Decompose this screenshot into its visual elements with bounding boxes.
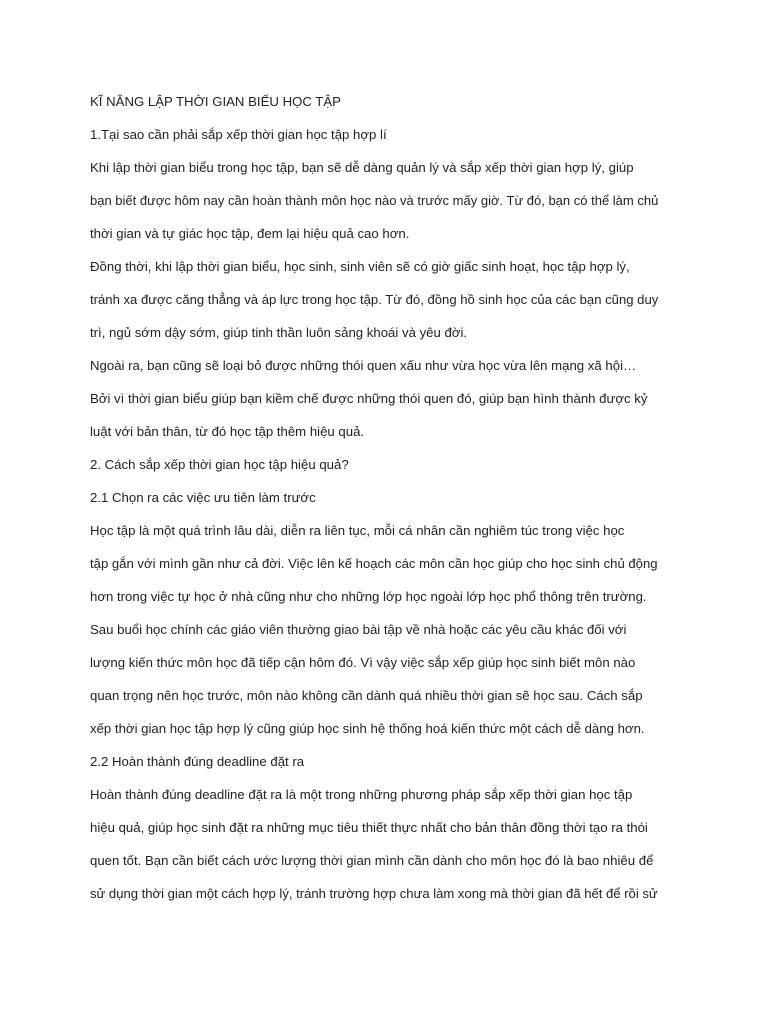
body-text-line: Bởi vì thời gian biểu giúp bạn kiềm chế được những thói quen đó, giúp bạn hình thành được kỷ: [90, 391, 648, 406]
section-heading-2: 2. Cách sắp xếp thời gian học tập hiệu quả?: [90, 457, 349, 472]
body-text-line: sử dụng thời gian một cách hợp lý, tránh trường hợp chưa làm xong mà thời gian đã hết để rồi sử: [90, 886, 658, 901]
body-text-line: quan trọng nên học trước, môn nào không cần dành quá nhiều thời gian sẽ học sau. Cách sắp: [90, 688, 643, 703]
subsection-heading-2-1: 2.1 Chọn ra các việc ưu tiên làm trước: [90, 490, 316, 505]
section-heading-1: 1.Tại sao cần phải sắp xếp thời gian học tập hợp lí: [90, 127, 387, 142]
body-text-line: bạn biết được hôm nay cần hoàn thành môn học nào và trước mấy giờ. Từ đó, bạn có thể làm chủ: [90, 193, 659, 208]
body-text-line: luật với bản thân, từ đó học tập thêm hiệu quả.: [90, 424, 365, 439]
body-text-line: tránh xa được căng thẳng và áp lực trong học tập. Từ đó, đồng hồ sinh học của các bạn cũng duy: [90, 292, 659, 307]
body-text-line: hơn trong việc tự học ở nhà cũng như cho những lớp học ngoài lớp học phổ thông trên trường.: [90, 589, 647, 604]
body-text-line: lượng kiến thức môn học đã tiếp cận hôm đó. Vì vậy việc sắp xếp giúp học sinh biết môn nào: [90, 655, 636, 670]
body-text-line: quen tốt. Bạn cần biết cách ước lượng thời gian mình cần dành cho môn học đó là bao nhiêu để: [90, 853, 654, 868]
document-title: KĨ NĂNG LẬP THỜI GIAN BIỂU HỌC TẬP: [90, 94, 341, 109]
body-text-line: tập gắn với mình gần như cả đời. Việc lên kế hoạch các môn cần học giúp cho học sinh chủ động: [90, 556, 658, 571]
body-text-line: xếp thời gian học tập hợp lý cũng giúp học sinh hệ thống hoá kiến thức một cách dễ dàng hơn.: [90, 721, 645, 736]
body-text-line: hiệu quả, giúp học sinh đặt ra những mục tiêu thiết thực nhất cho bản thân đồng thời tạo ra thói: [90, 820, 648, 835]
body-text-line: Ngoài ra, bạn cũng sẽ loại bỏ được những thói quen xấu như vừa học vừa lên mạng xã hội…: [90, 358, 637, 373]
body-text-line: trì, ngủ sớm dậy sớm, giúp tinh thần luôn sảng khoái và yêu đời.: [90, 325, 468, 340]
body-text-line: Khi lập thời gian biểu trong học tập, bạn sẽ dễ dàng quản lý và sắp xếp thời gian hợp lý, giúp: [90, 160, 634, 175]
body-text-line: thời gian và tự giác học tập, đem lại hiệu quả cao hơn.: [90, 226, 410, 241]
body-text-line: Sau buổi học chính các giáo viên thường giao bài tập về nhà hoặc các yêu cầu khác đối với: [90, 622, 627, 637]
body-text-line: Đồng thời, khi lập thời gian biểu, học sinh, sinh viên sẽ có giờ giấc sinh hoạt, học tập hợp lý,: [90, 259, 630, 274]
subsection-heading-2-2: 2.2 Hoàn thành đúng deadline đặt ra: [90, 754, 305, 769]
body-text-line: Học tập là một quá trình lâu dài, diễn ra liên tục, mỗi cá nhân cần nghiêm túc trong việc học: [90, 523, 625, 538]
body-text-line: Hoàn thành đúng deadline đặt ra là một trong những phương pháp sắp xếp thời gian học tập: [90, 787, 633, 802]
